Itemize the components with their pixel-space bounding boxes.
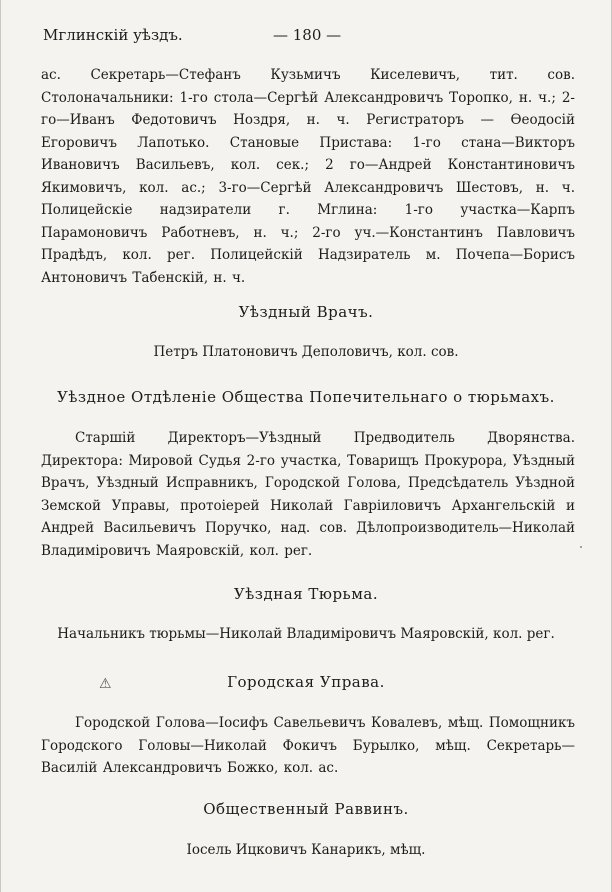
margin-mark-icon: ⚠	[99, 676, 112, 692]
prison-society-paragraph: Старшій Директоръ—Уѣздный Предводитель Дворянства. Директора: Мировой Судья 2-го участка, Товарищъ Прокурора, Уѣздный Врачъ, Уѣздный Исправникъ, Городской Голова, Предсѣдатель Уѣздной Земской Управы, протоіерей Николай Гавріиловичъ Архангельскій и Андрей Васильевичъ Поручко, над. сов. Дѣлопроизводитель—Николай Владиміровичъ Маяровскій, кол. рег.	[41, 430, 575, 559]
city-council-title: Городская Управа.	[227, 673, 385, 691]
prison-society-title: Уѣздное Отдѣленіе Общества Попечительнаго о тюрьмахъ.	[57, 388, 555, 406]
prison-line: Начальникъ тюрьмы—Николай Владиміровичъ Маяровскій, кол. рег.	[57, 626, 555, 642]
prison-title: Уѣздная Тюрьма.	[233, 585, 379, 603]
scan-speck	[580, 546, 582, 548]
page-header	[43, 26, 571, 48]
city-council-paragraph: Городской Голова—Іосифъ Савельевичъ Ковалевъ, мѣщ. Помощникъ Городского Головы—Николай Фокичъ Бурылко, мѣщ. Секретарь—Василій Александровичъ Божко, кол. ас.	[41, 715, 575, 776]
doctor-line: Петръ Платоновичъ Деполовичъ, кол. сов.	[153, 344, 459, 360]
police-paragraph: ас. Секретарь—Стефанъ Кузьмичъ Киселевичъ, тит. сов. Столоначальники: 1-го стола—Сергѣй Александровичъ Торопко, н. ч.; 2-го—Иванъ Федотовичъ Ноздря, н. ч. Регистраторъ — Ѳеодосій Егоровичъ Лапотько. Становые Пристава: 1-го стана—Викторъ Ивановичъ Васильевъ, кол. сек.; 2 го—Андрей Константиновичъ Якимовичъ, кол. ас.; 3-го—Сергѣй Александровичъ Шестовъ, н. ч. Полицейскіе надзиратели г. Мглина: 1-го участка—Карпъ Парамоновичъ Работневъ, н. ч.; 2-го уч.—Константинъ Павловичъ Прадѣдъ, кол. рег. Полицейскій Надзиратель м. Почепа—Борисъ Антоновичъ Табенскій, н. ч.	[41, 67, 575, 286]
rabbi-line: Іосель Ицковичъ Канарикъ, мѣщ.	[186, 842, 426, 858]
rabbi-title: Общественный Раввинъ.	[203, 800, 409, 818]
district-title: Мглинскій уѣздъ.	[43, 26, 183, 44]
page-number: — 180 —	[273, 26, 342, 44]
doctor-title: Уѣздный Врачъ.	[238, 303, 374, 321]
